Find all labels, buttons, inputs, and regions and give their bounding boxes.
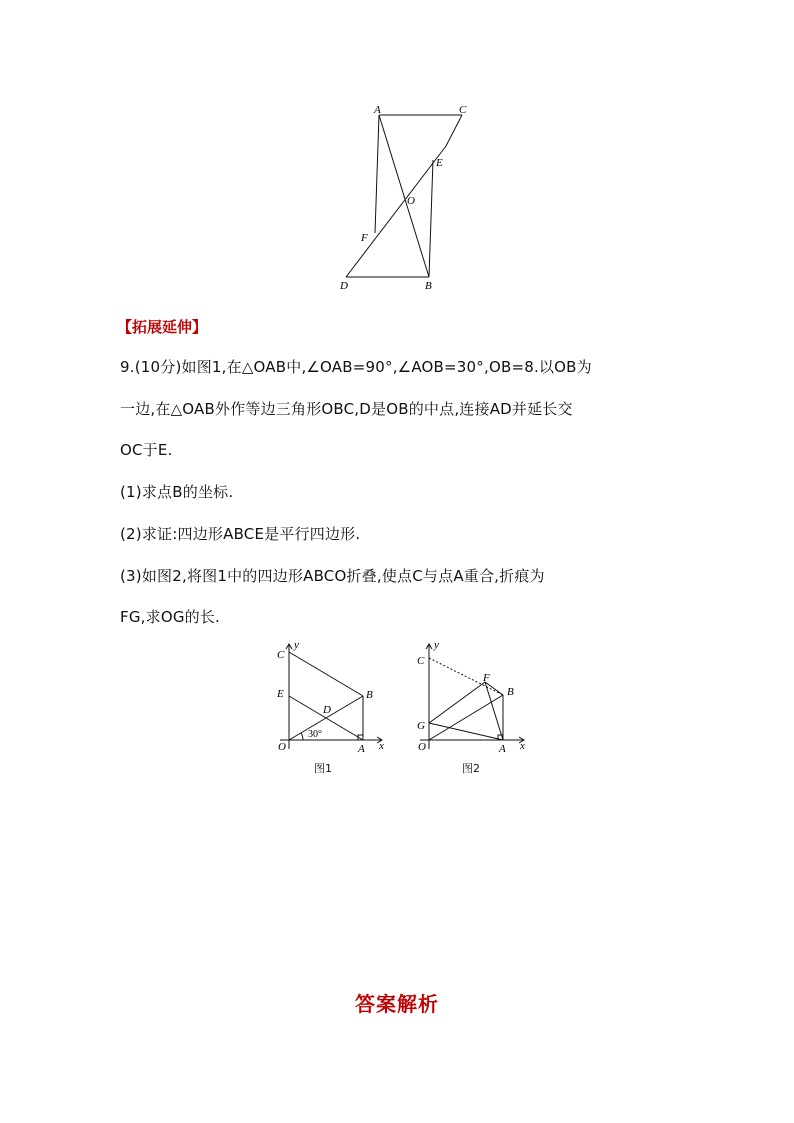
label-a: A bbox=[374, 104, 381, 116]
label-d: D bbox=[323, 704, 331, 716]
label-c: C bbox=[459, 104, 467, 116]
section-title: 【拓展延伸】 bbox=[117, 318, 208, 336]
question-2: (2)求证:四边形ABCE是平行四边形. bbox=[120, 525, 361, 543]
segment-af bbox=[375, 115, 379, 233]
label-o: O bbox=[418, 741, 426, 753]
label-c: C bbox=[277, 649, 285, 661]
figure-2-caption: 图2 bbox=[462, 762, 480, 775]
segment-ob bbox=[429, 695, 503, 740]
label-e: E bbox=[277, 688, 284, 700]
label-c: C bbox=[417, 655, 425, 667]
problem-line-1: 9.(10分)如图1,在△OAB中,∠OAB=90°,∠AOB=30°,OB=8.以OB为 bbox=[120, 358, 592, 376]
label-b: B bbox=[507, 686, 514, 698]
label-b: B bbox=[425, 280, 432, 292]
label-a: A bbox=[358, 743, 365, 755]
question-3-line-2: FG,求OG的长. bbox=[120, 608, 221, 626]
figure-2 bbox=[410, 636, 540, 758]
label-angle-30: 30° bbox=[308, 729, 322, 740]
segment-cb bbox=[289, 652, 363, 696]
label-a: A bbox=[499, 743, 506, 755]
label-o: O bbox=[407, 195, 415, 207]
question-1: (1)求点B的坐标. bbox=[120, 483, 234, 501]
figure-1-caption: 图1 bbox=[314, 762, 332, 775]
segment-ga bbox=[429, 723, 503, 740]
label-x: x bbox=[520, 740, 525, 752]
label-x: x bbox=[379, 740, 384, 752]
label-g: G bbox=[417, 720, 425, 732]
angle-arc bbox=[301, 733, 303, 740]
label-o: O bbox=[278, 741, 286, 753]
segment-eb bbox=[429, 160, 433, 277]
segment-cb-dashed bbox=[429, 658, 503, 695]
answer-heading: 答案解析 bbox=[355, 992, 439, 1016]
label-y: y bbox=[434, 639, 439, 651]
top-parallelogram-figure bbox=[330, 100, 480, 295]
label-d: D bbox=[340, 280, 348, 292]
segment-gf bbox=[429, 682, 485, 723]
problem-line-3: OC于E. bbox=[120, 441, 173, 459]
label-e: E bbox=[436, 157, 443, 169]
problem-line-2: 一边,在△OAB外作等边三角形OBC,D是OB的中点,连接AD并延长交 bbox=[120, 400, 573, 418]
question-3-line-1: (3)如图2,将图1中的四边形ABCO折叠,使点C与点A重合,折痕为 bbox=[120, 567, 545, 585]
segment-ab bbox=[379, 115, 429, 277]
label-y: y bbox=[294, 639, 299, 651]
label-f: F bbox=[361, 232, 368, 244]
label-f: F bbox=[483, 672, 490, 684]
segment-ce bbox=[446, 115, 462, 146]
label-b: B bbox=[366, 689, 373, 701]
figure-1 bbox=[270, 636, 400, 758]
